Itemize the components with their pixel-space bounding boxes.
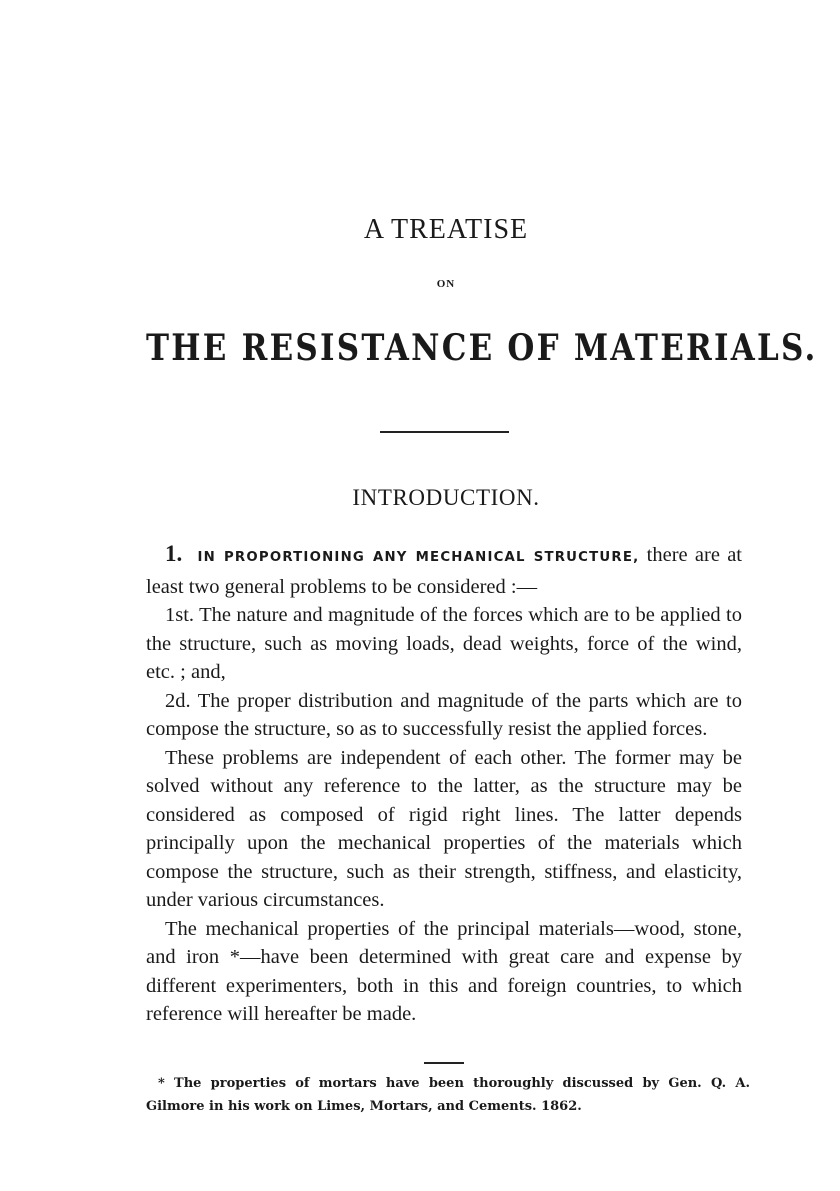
paragraph-1-text: there are at least two general problems to be considered :— — [146, 544, 742, 598]
paragraph-3: 2d. The proper distribution and magnitude of the parts which are to compose the structure, so as to successfully resist the applied forces. — [146, 689, 742, 740]
footnote-text: * The properties of mortars have been thoroughly discussed by Gen. Q. A. Gilmore in his work on Limes, Mortars, and Cements. 1862. — [146, 1076, 750, 1114]
title-divider — [380, 431, 509, 433]
treatise-heading: A TREATISE — [363, 214, 529, 245]
footnote — [146, 1072, 750, 1118]
section-heading: INTRODUCTION. — [352, 485, 540, 510]
footnote-divider — [424, 1062, 464, 1064]
paragraph-1 — [146, 540, 742, 601]
paragraph-5: The mechanical properties of the principal materials—wood, stone, and iron *—have been determined with great care and expense by different experimenters, both in this and foreign countries, to which reference will hereafter be made. — [146, 917, 742, 1025]
section-number: 1. — [165, 541, 183, 566]
paragraph-4: These problems are independent of each other. The former may be solved without any reference to the latter, as the structure may be considered as composed of rigid right lines. The latter depends principally upon the mechanical properties of the materials which compose the structure, such as their strength, stiffness, and elasticity, under various circumstances. — [146, 746, 742, 911]
book-title: THE RESISTANCE OF MATERIALS. — [146, 327, 818, 369]
paragraph-2: 1st. The nature and magnitude of the forces which are to be applied to the structure, such as moving loads, dead weights, force of the wind, etc. ; and, — [146, 604, 742, 683]
on-connector: ON — [436, 278, 456, 290]
paragraph-lead: IN PROPORTIONING ANY MECHANICAL STRUCTURE, — [197, 550, 640, 565]
body-text — [146, 540, 742, 1029]
